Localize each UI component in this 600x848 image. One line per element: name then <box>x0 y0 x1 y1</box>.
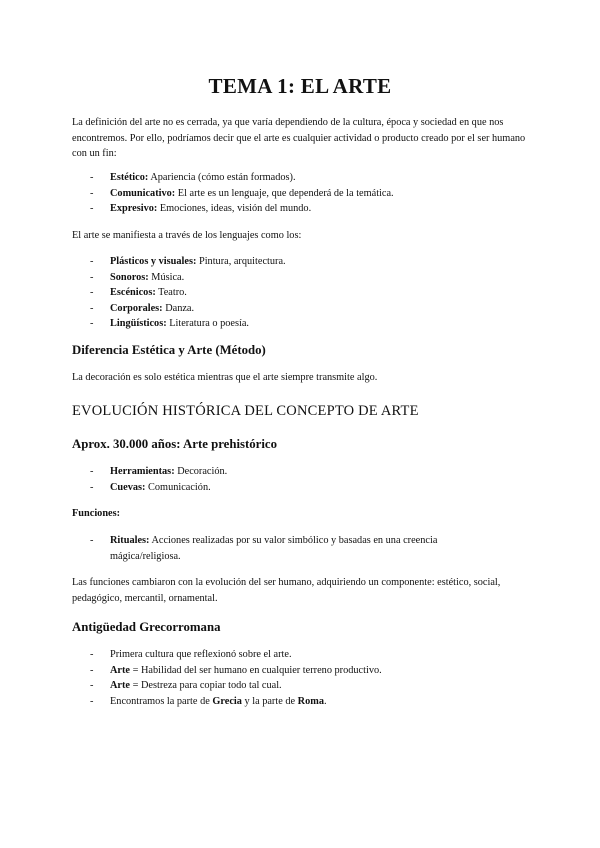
funciones-list <box>72 533 472 564</box>
list-item-term: Arte <box>110 664 131 676</box>
list-item: - Arte = Habilidad del ser humano en cualquier terreno productivo. <box>90 664 382 676</box>
list-item: - Herramientas: Decoración. <box>90 466 228 477</box>
list-item: - Corporales: Danza. <box>90 302 195 314</box>
fines-list <box>72 170 532 217</box>
list-item: - Escénicos: Teatro. <box>90 287 187 298</box>
list-item-term: Lingüísticos: <box>110 318 167 329</box>
list-item-text: Literatura o poesía. <box>166 318 249 329</box>
antiguedad-list <box>72 647 532 709</box>
list-item-text: Pintura, arquitectura. <box>196 256 286 267</box>
list-item: - Estético: Apariencia (cómo están formados). <box>90 172 296 183</box>
list-item: - Expresivo: Emociones, ideas, visión del mundo. <box>90 203 312 214</box>
list-item: - Lingüísticos: Literatura o poesía. <box>90 318 249 329</box>
list-item-text: Apariencia (cómo están formados). <box>148 172 296 183</box>
lenguajes-list <box>72 254 532 332</box>
list-item-term: Plásticos y visuales: <box>110 256 197 267</box>
diferencia-paragraph: La decoración es solo estética mientras que el arte siempre transmite algo. <box>72 372 378 383</box>
list-item-term: Grecia <box>212 695 242 707</box>
list-item-term: Cuevas: <box>110 481 146 493</box>
evolucion-heading: EVOLUCIÓN HISTÓRICA DEL CONCEPTO DE ARTE <box>72 403 419 419</box>
list-item-text: . <box>323 695 327 707</box>
list-item-text: Encontramos la parte de <box>110 695 213 707</box>
list-item: - Sonoros: Música. <box>90 271 185 283</box>
list-item-text: Teatro. <box>155 287 187 298</box>
list-item-term: Rituales: <box>110 535 150 546</box>
list-item: - Cuevas: Comunicación. <box>90 481 211 493</box>
list-item-term: Sonoros: <box>110 271 149 283</box>
list-item-text: = Destreza para copiar todo tal cual. <box>130 680 282 691</box>
list-item: - Primera cultura que reflexionó sobre el arte. <box>90 649 292 660</box>
list-item-text: Comunicación. <box>145 481 211 493</box>
list-item-term: Arte <box>110 680 131 691</box>
list-item-term: Comunicativo: <box>110 187 176 199</box>
list-item-term: Estético: <box>110 172 149 183</box>
list-item-text: Decoración. <box>174 466 228 477</box>
list-item-term: Corporales: <box>110 302 163 314</box>
list-item-text: Primera cultura que reflexionó sobre el arte. <box>110 649 292 660</box>
funciones-heading: Funciones: <box>72 508 121 519</box>
lenguajes-intro: El arte se manifiesta a través de los lenguajes como los: <box>72 230 302 241</box>
list-item: - Comunicativo: El arte es un lenguaje, que dependerá de la temática. <box>90 187 394 199</box>
list-item-text: Emociones, ideas, visión del mundo. <box>157 203 312 214</box>
list-item-text: y la parte de <box>241 695 298 707</box>
page-title: TEMA 1: EL ARTE <box>208 74 392 98</box>
list-item-term: Roma <box>297 695 324 707</box>
list-item-text: Danza. <box>162 302 195 314</box>
list-item: - Plásticos y visuales: Pintura, arquitectura. <box>90 256 286 267</box>
list-item: - Arte = Destreza para copiar todo tal cual. <box>90 680 282 691</box>
list-item-text: = Habilidad del ser humano en cualquier terreno productivo. <box>130 664 382 676</box>
list-item-text: Música. <box>148 271 185 283</box>
list-item-text: Acciones realizadas por su valor simbólico y basadas en una creencia mágica/religiosa. <box>110 535 438 562</box>
diferencia-heading: Diferencia Estética y Arte (Método) <box>72 343 266 357</box>
list-item-term: Herramientas: <box>110 466 175 477</box>
prehistorico-heading: Aprox. 30.000 años: Arte prehistórico <box>72 437 277 451</box>
list-item: - Encontramos la parte de Grecia y la parte de Roma. <box>90 695 327 707</box>
list-item: - Rituales: Acciones realizadas por su valor simbólico y basadas en una creencia mágica/religiosa. <box>90 535 438 562</box>
list-item-term: Escénicos: <box>110 287 156 298</box>
list-item-text: El arte es un lenguaje, que dependerá de la temática. <box>175 187 394 199</box>
funciones-paragraph: Las funciones cambiaron con la evolución del ser humano, adquiriendo un componente: estético, social, pedagógico, mercantil, ornamental. <box>72 577 501 604</box>
antiguedad-heading: Antigüedad Grecorromana <box>72 620 221 634</box>
list-item-term: Expresivo: <box>110 203 158 214</box>
intro-paragraph: La definición del arte no es cerrada, ya que varía dependiendo de la cultura, época y sociedad en que nos encontremos. Por ello, podríamos decir que el arte es cualquier actividad o producto creado por el ser humano con un fin: <box>72 117 526 159</box>
prehistorico-list <box>72 464 532 495</box>
